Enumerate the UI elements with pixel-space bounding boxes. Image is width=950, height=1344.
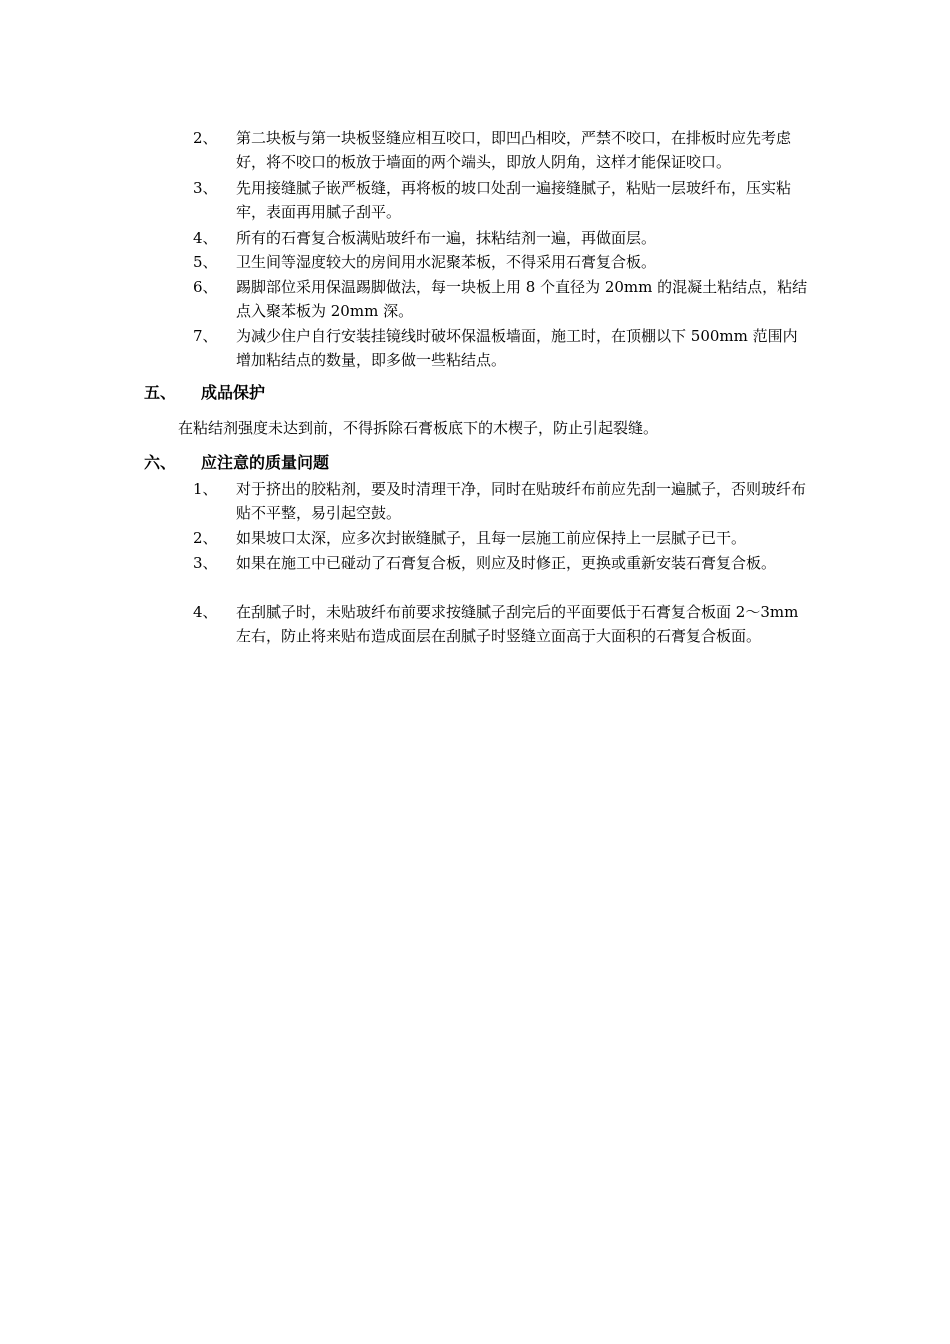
- list-item-number: 5、: [193, 253, 218, 271]
- list-item-number: 4、: [193, 603, 218, 621]
- list-item-text: 如果在施工中已碰动了石膏复合板，则应及时修正，更换或重新安装石膏复合板。: [236, 554, 777, 572]
- list-item-number: 1、: [193, 480, 218, 498]
- list-item-text: 所有的石膏复合板满贴玻纤布一遍，抹粘结剂一遍，再做面层。: [236, 229, 657, 247]
- list-item-text: 卫生间等湿度较大的房间用水泥聚苯板，不得采用石膏复合板。: [236, 253, 657, 271]
- list-item-number: 7、: [193, 327, 218, 345]
- list-item-number: 3、: [193, 554, 218, 572]
- list-item-text: 第二块板与第一块板竖缝应相互咬口，即凹凸相咬，严禁不咬口，在排板时应先考虑好，将不咬口的板放于墙面的两个端头，即放人阴角，这样才能保证咬口。: [236, 129, 792, 171]
- list-item-text: 先用接缝腻子嵌严板缝，再将板的坡口处刮一遍接缝腻子，粘贴一层玻纤布，压实粘牢，表面再用腻子刮平。: [236, 179, 792, 221]
- list-item-number: 3、: [193, 179, 218, 197]
- section-title: 成品保护: [201, 383, 266, 402]
- list-item-number: 2、: [193, 529, 218, 547]
- section-number: 五、: [144, 383, 177, 402]
- list-item-text: 在刮腻子时，未贴玻纤布前要求按缝腻子刮完后的平面要低于石膏复合板面 2～3mm 左右，防止将来贴布造成面层在刮腻子时竖缝立面高于大面积的石膏复合板面。: [236, 603, 799, 645]
- list-item-text: 如果坡口太深，应多次封嵌缝腻子，且每一层施工前应保持上一层腻子已干。: [236, 529, 747, 547]
- section-title: 应注意的质量问题: [201, 453, 330, 472]
- list-item-text: 踢脚部位采用保温踢脚做法，每一块板上用 8 个直径为 20mm 的混凝土粘结点，粘结点入聚苯板为 20mm 深。: [236, 278, 808, 320]
- section-number: 六、: [144, 453, 177, 472]
- list-item-number: 4、: [193, 229, 218, 247]
- list-item-number: 6、: [193, 278, 218, 296]
- list-item-number: 2、: [193, 129, 218, 147]
- section-paragraph: 在粘结剂强度未达到前，不得拆除石膏板底下的木楔子，防止引起裂缝。: [178, 419, 659, 437]
- list-item-text: 对于挤出的胶粘剂，要及时清理干净，同时在贴玻纤布前应先刮一遍腻子，否则玻纤布贴不平整，易引起空鼓。: [236, 480, 807, 522]
- list-item-text: 为减少住户自行安装挂镜线时破坏保温板墙面，施工时，在顶棚以下 500mm 范围内增加粘结点的数量，即多做一些粘结点。: [236, 327, 798, 369]
